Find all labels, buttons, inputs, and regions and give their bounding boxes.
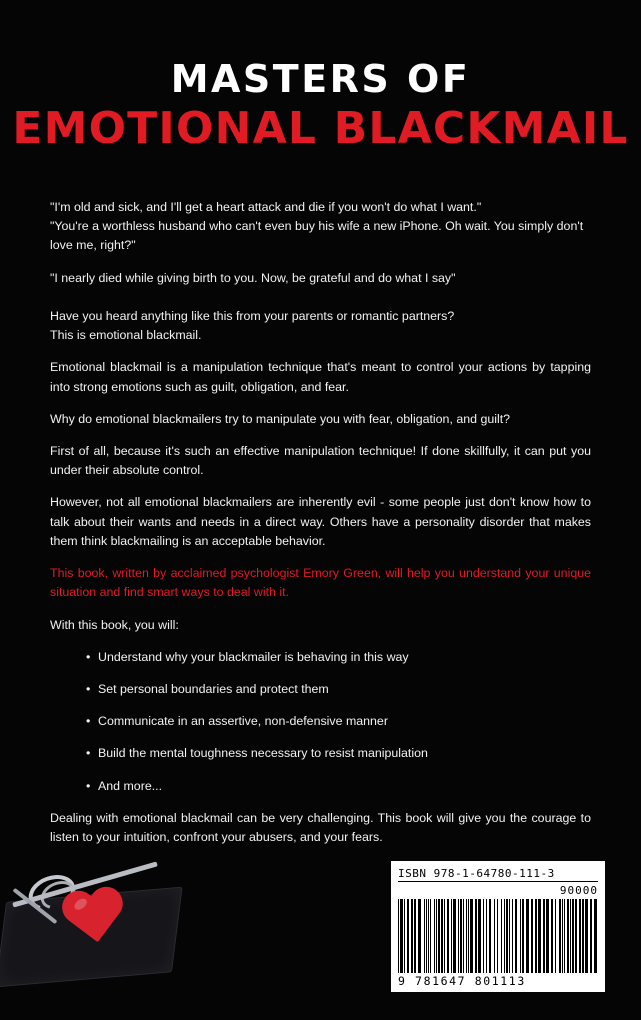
benefits-list [50,648,591,796]
list-item: • Build the mental toughness necessary to resist manipulation [50,744,591,763]
mousetrap-heart-illustration [0,848,190,998]
book-title-line-2: EMOTIONAL BLACKMAIL [12,102,629,154]
price-code: 90000 [559,884,598,897]
list-item: • Understand why your blackmailer is behaving in this way [50,648,591,667]
list-item: • Communicate in an assertive, non-defensive manner [50,712,591,731]
book-title-line-1: MASTERS OF [170,57,471,101]
list-item: • And more... [50,777,591,796]
paragraph-1: Have you heard anything like this from your parents or romantic partners? [50,308,455,323]
list-item: • Set personal boundaries and protect them [50,680,591,699]
paragraph-4: Why do emotional blackmailers try to manipulate you with fear, obligation, and guilt? [50,411,511,426]
paragraph-6: However, not all emotional blackmailers are inherently evil - some people just don't know how to talk about their wants and needs in a direct way. Others have a personality disorder that makes them think blackmailing is an acceptable behavior. [50,495,591,548]
paragraph-3: Emotional blackmail is a manipulation technique that's meant to control your actions by tapping into strong emotions such as guilt, obligation, and fear. [50,360,591,394]
quote-3: "I nearly died while giving birth to you. Now, be grateful and do what I say" [50,270,456,285]
back-cover-copy [50,198,591,860]
list-intro: With this book, you will: [50,617,179,632]
isbn-text: ISBN 978-1-64780-111-3 [398,867,598,882]
highlight-paragraph: This book, written by acclaimed psychologist Emory Green, will help you understand your unique situation and find smart ways to deal with it. [50,566,591,600]
heart-icon [58,886,130,954]
quote-2: "You're a worthless husband who can't even buy his wife a new iPhone. Oh wait. You simply don't love me, right?" [50,219,584,253]
barcode-bars [398,899,598,973]
quote-group-1 [50,198,591,256]
heart-highlight [72,896,89,912]
title-block [0,0,641,152]
barcode [391,861,605,992]
quote-1: "I'm old and sick, and I'll get a heart attack and die if you won't do what I want." [50,200,482,214]
barcode-digits: 9 781647 801113 [398,974,526,988]
paragraph-2: This is emotional blackmail. [50,328,202,343]
paragraph-5: First of all, because it's such an effective manipulation technique! If done skillfully, it can put you under their absolute control. [50,443,591,478]
closing-paragraph: Dealing with emotional blackmail can be very challenging. This book will give you the courage to listen to your intuition, confront your abusers, and your fears. [50,810,591,845]
